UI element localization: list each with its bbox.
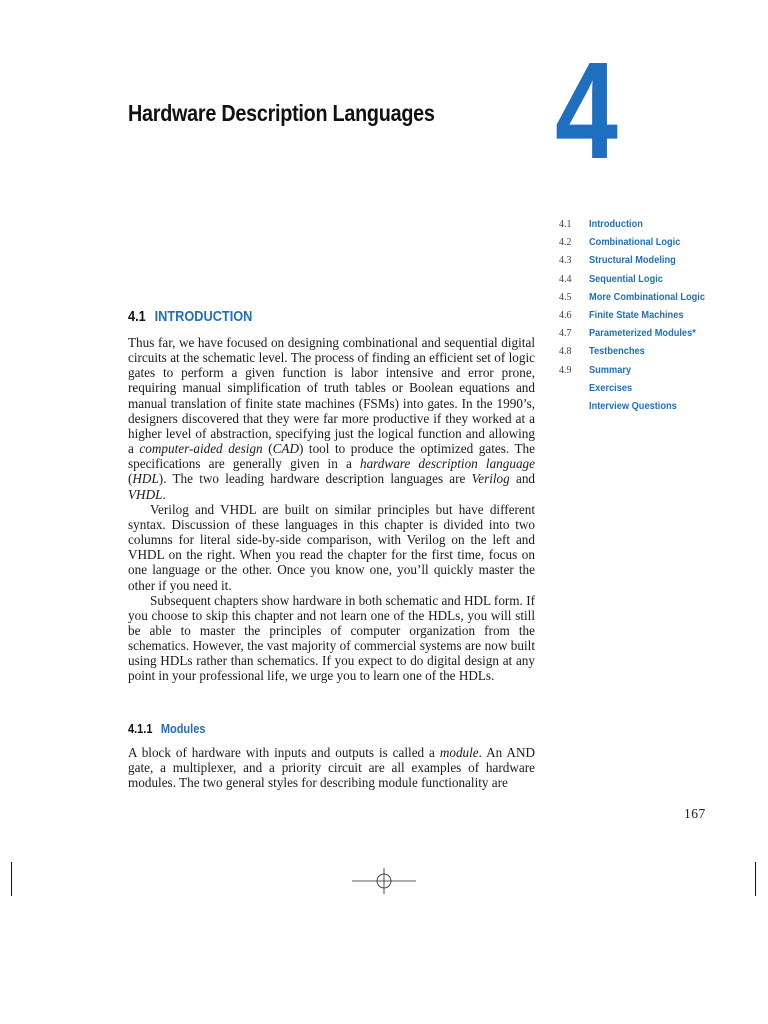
- page-number: 167: [684, 806, 706, 821]
- crop-mark-right: [755, 862, 756, 896]
- section-body: [128, 335, 535, 684]
- paragraph: Thus far, we have focused on designing combinational and sequential digital circuits at the schematic level. The process of finding an efficient set of logic gates to perform a given function is labor intensive and error prone, requiring manual simplification of truth tables or Boolean equations and manual translation of finite state machines (FSMs) into gates. In the 1990’s, designers discovered that they were far more productive if they worked at a higher level of abstraction, specifying just the logical function and allowing a computer-aided design (CAD) tool to produce the optimized gates. The specifications are generally given in a hardware description language (HDL). The two leading hardware description languages are Verilog and VHDL.: [128, 335, 536, 502]
- toc-item-label: Sequential Logic: [589, 272, 663, 285]
- toc-item-number: 4.4: [559, 273, 572, 285]
- toc-item-label: Parameterized Modules*: [589, 327, 696, 340]
- paragraph: Verilog and VHDL are built on similar principles but have different syntax. Discussion of these languages in this chapter is divided into two columns for literal side-by-side comparison, with Verilog on the left and VHDL on the right. When you read the chapter for the first time, focus on one language or the other. Once you know one, you’ll quickly master the other if you need it.: [128, 501, 535, 593]
- section-title: INTRODUCTION: [154, 309, 253, 325]
- toc-item-label: Testbenches: [589, 345, 645, 358]
- toc-item-label: Finite State Machines: [589, 308, 684, 321]
- toc-item-number: 4.3: [559, 255, 572, 267]
- chapter-number: 4: [555, 34, 618, 188]
- toc-item-label: Exercises: [589, 381, 633, 394]
- toc-item-number: 4.7: [559, 328, 572, 340]
- toc-item: [559, 305, 721, 323]
- toc-item: [559, 360, 721, 378]
- toc-item: [559, 232, 721, 250]
- paragraph: Subsequent chapters show hardware in both schematic and HDL form. If you choose to skip this chapter and not learn one of the HDLs, you will still be able to master the principles of computer organization from the schematics. However, the vast majority of commercial systems are now built using HDLs rather than schematics. If you expect to do digital design at any point in your professional life, we urge you to learn one of the HDLs.: [128, 592, 535, 684]
- subsection-body: [128, 745, 535, 790]
- paragraph: A block of hardware with inputs and outputs is called a module. An AND gate, a multiplexer, and a priority circuit are all examples of hardware modules. The two general styles for describing module functionality are: [128, 745, 536, 791]
- chapter-title: Hardware Description Languages: [128, 100, 435, 126]
- toc-item: [559, 378, 721, 396]
- toc-item-label: More Combinational Logic: [589, 290, 706, 303]
- chapter-contents: [559, 214, 721, 414]
- toc-item-label: Introduction: [589, 218, 643, 230]
- subsection-heading: [128, 722, 205, 736]
- toc-item: [559, 214, 721, 232]
- toc-item: [559, 323, 721, 341]
- toc-item: [559, 341, 721, 359]
- toc-item: [559, 250, 721, 268]
- toc-item-label: Interview Questions: [589, 399, 677, 412]
- subsection-number: 4.1.1: [128, 722, 153, 736]
- subsection-title: Modules: [160, 722, 206, 736]
- toc-item-number: 4.1: [559, 219, 572, 230]
- toc-item-number: 4.5: [559, 291, 572, 303]
- toc-item: [559, 287, 721, 305]
- toc-item: [559, 269, 721, 287]
- toc-item-label: Combinational Logic: [589, 236, 681, 249]
- toc-item: [559, 396, 721, 414]
- toc-item-number: 4.6: [559, 309, 572, 321]
- toc-item-number: 4.2: [559, 237, 572, 249]
- toc-item-label: Summary: [589, 363, 632, 376]
- toc-item-number: 4.8: [559, 346, 572, 358]
- toc-item-label: Structural Modeling: [589, 254, 676, 267]
- registration-mark-icon: [352, 864, 416, 898]
- section-heading: [128, 309, 252, 325]
- crop-mark-left: [11, 862, 12, 896]
- toc-item-number: 4.9: [559, 364, 572, 376]
- section-number: 4.1: [128, 309, 146, 325]
